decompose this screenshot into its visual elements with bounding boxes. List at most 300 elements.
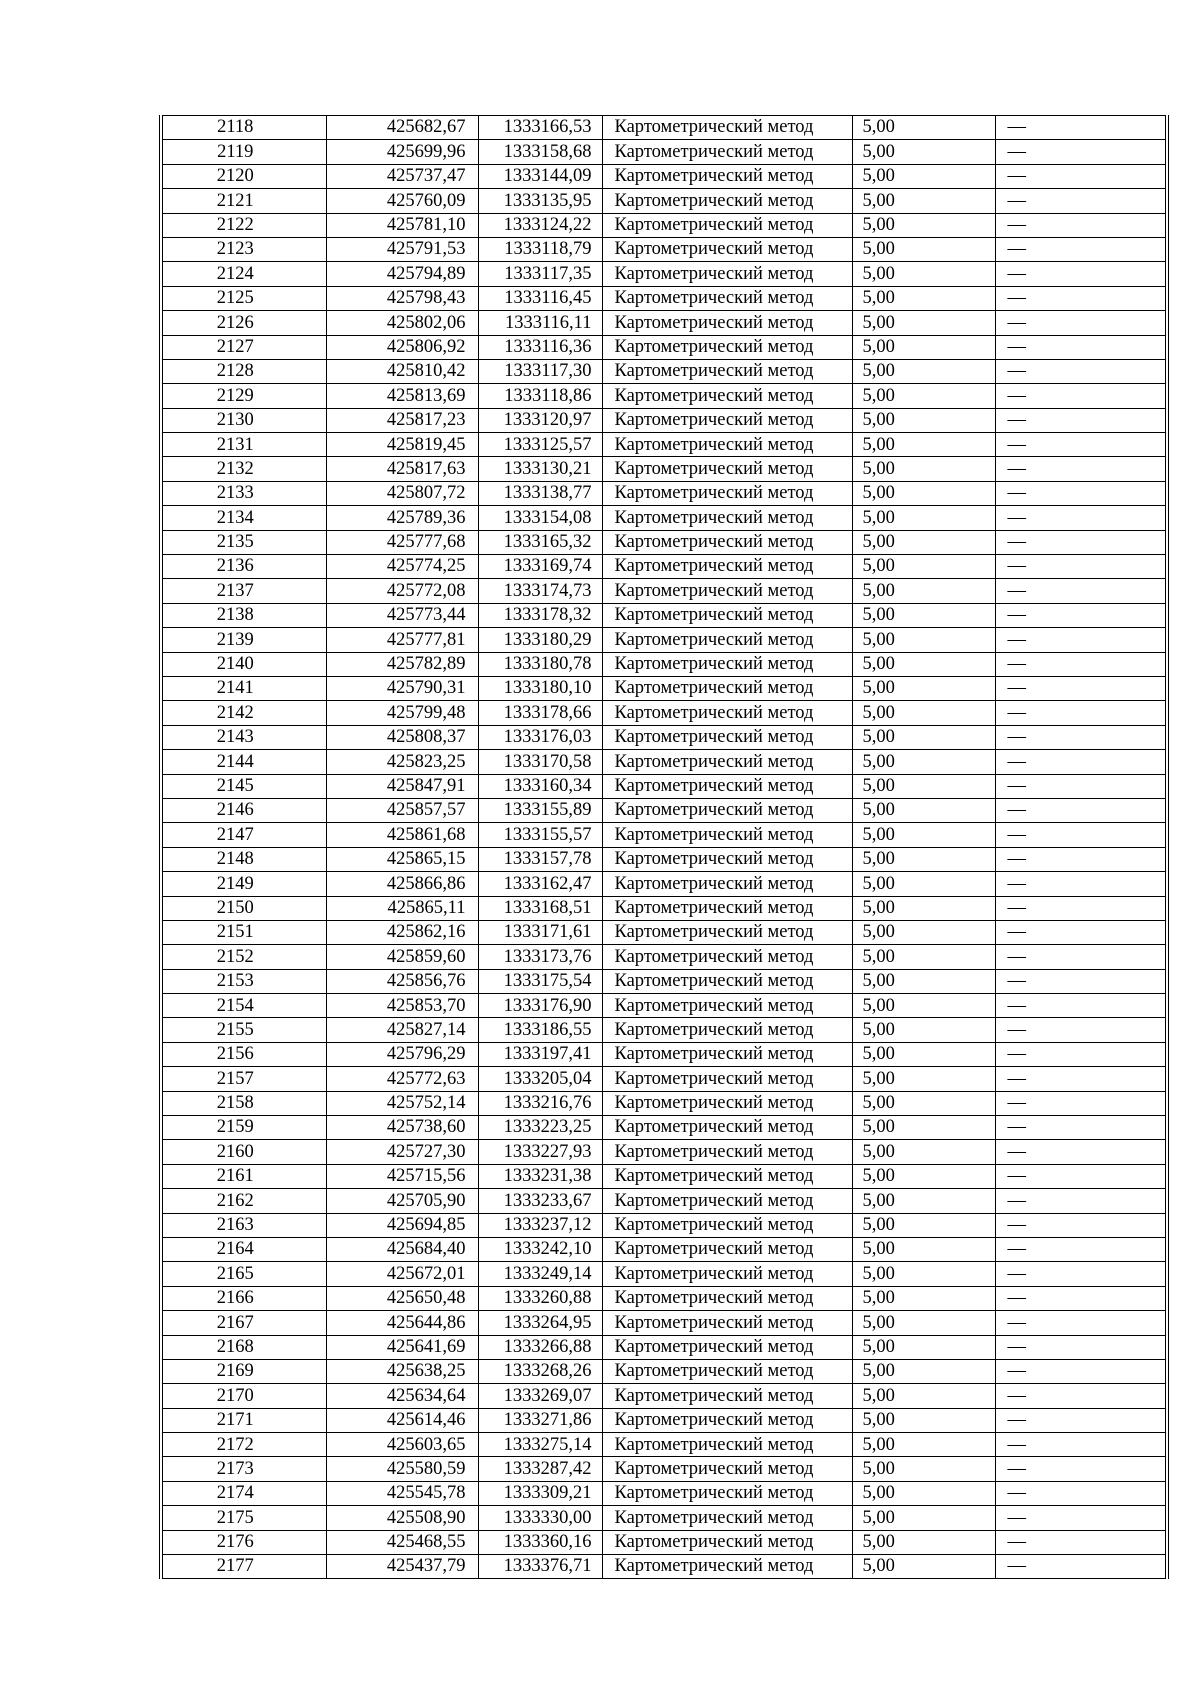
x-coordinate-cell: 425819,45 (326, 433, 478, 457)
table-row (161, 725, 1167, 749)
x-coordinate-cell: 425794,89 (326, 262, 478, 286)
accuracy-cell: 5,00 (852, 1164, 995, 1188)
accuracy-cell: 5,00 (852, 628, 995, 652)
table-row (161, 164, 1167, 188)
accuracy-cell: 5,00 (852, 701, 995, 725)
accuracy-cell: 5,00 (852, 945, 995, 969)
accuracy-cell: 5,00 (852, 1237, 995, 1261)
description-cell: — (995, 1262, 1167, 1286)
description-cell: — (995, 1506, 1167, 1530)
table-row (161, 1481, 1167, 1505)
method-cell: Картометрический метод (602, 1408, 852, 1432)
x-coordinate-cell: 425752,14 (326, 1091, 478, 1115)
x-coordinate-cell: 425777,68 (326, 530, 478, 554)
y-coordinate-cell: 1333309,21 (478, 1481, 602, 1505)
accuracy-cell: 5,00 (852, 676, 995, 700)
point-number-cell: 2122 (161, 213, 326, 237)
point-number-cell: 2131 (161, 433, 326, 457)
method-cell: Картометрический метод (602, 457, 852, 481)
table-row (161, 945, 1167, 969)
y-coordinate-cell: 1333249,14 (478, 1262, 602, 1286)
point-number-cell: 2161 (161, 1164, 326, 1188)
point-number-cell: 2128 (161, 359, 326, 383)
accuracy-cell: 5,00 (852, 1189, 995, 1213)
table-row (161, 1335, 1167, 1359)
accuracy-cell: 5,00 (852, 1335, 995, 1359)
point-number-cell: 2154 (161, 994, 326, 1018)
table-row (161, 1506, 1167, 1530)
x-coordinate-cell: 425796,29 (326, 1042, 478, 1066)
accuracy-cell: 5,00 (852, 725, 995, 749)
accuracy-cell: 5,00 (852, 1213, 995, 1237)
table-row (161, 1067, 1167, 1091)
y-coordinate-cell: 1333360,16 (478, 1530, 602, 1554)
accuracy-cell: 5,00 (852, 359, 995, 383)
method-cell: Картометрический метод (602, 433, 852, 457)
y-coordinate-cell: 1333117,35 (478, 262, 602, 286)
accuracy-cell: 5,00 (852, 1359, 995, 1383)
y-coordinate-cell: 1333130,21 (478, 457, 602, 481)
description-cell: — (995, 823, 1167, 847)
point-number-cell: 2120 (161, 164, 326, 188)
table-row (161, 969, 1167, 993)
point-number-cell: 2124 (161, 262, 326, 286)
accuracy-cell: 5,00 (852, 920, 995, 944)
point-number-cell: 2156 (161, 1042, 326, 1066)
accuracy-cell: 5,00 (852, 823, 995, 847)
point-number-cell: 2125 (161, 286, 326, 310)
x-coordinate-cell: 425634,64 (326, 1384, 478, 1408)
method-cell: Картометрический метод (602, 1237, 852, 1261)
accuracy-cell: 5,00 (852, 1018, 995, 1042)
description-cell: — (995, 1359, 1167, 1383)
x-coordinate-cell: 425798,43 (326, 286, 478, 310)
method-cell: Картометрический метод (602, 1042, 852, 1066)
table-row (161, 213, 1167, 237)
y-coordinate-cell: 1333155,57 (478, 823, 602, 847)
table-row (161, 628, 1167, 652)
y-coordinate-cell: 1333162,47 (478, 872, 602, 896)
method-cell: Картометрический метод (602, 798, 852, 822)
accuracy-cell: 5,00 (852, 506, 995, 530)
table-row (161, 1237, 1167, 1261)
y-coordinate-cell: 1333216,76 (478, 1091, 602, 1115)
table-row (161, 994, 1167, 1018)
table-row (161, 237, 1167, 261)
x-coordinate-cell: 425853,70 (326, 994, 478, 1018)
method-cell: Картометрический метод (602, 1433, 852, 1457)
accuracy-cell: 5,00 (852, 140, 995, 164)
x-coordinate-cell: 425817,63 (326, 457, 478, 481)
description-cell: — (995, 1555, 1167, 1579)
y-coordinate-cell: 1333116,11 (478, 311, 602, 335)
y-coordinate-cell: 1333180,78 (478, 652, 602, 676)
description-cell: — (995, 1481, 1167, 1505)
description-cell: — (995, 1237, 1167, 1261)
table-row (161, 750, 1167, 774)
method-cell: Картометрический метод (602, 628, 852, 652)
description-cell: — (995, 213, 1167, 237)
description-cell: — (995, 1116, 1167, 1140)
x-coordinate-cell: 425813,69 (326, 384, 478, 408)
accuracy-cell: 5,00 (852, 603, 995, 627)
description-cell: — (995, 798, 1167, 822)
point-number-cell: 2143 (161, 725, 326, 749)
accuracy-cell: 5,00 (852, 1042, 995, 1066)
table-row (161, 140, 1167, 164)
method-cell: Картометрический метод (602, 481, 852, 505)
table-row (161, 555, 1167, 579)
y-coordinate-cell: 1333125,57 (478, 433, 602, 457)
table-row (161, 481, 1167, 505)
table-row (161, 1530, 1167, 1554)
accuracy-cell: 5,00 (852, 1140, 995, 1164)
y-coordinate-cell: 1333186,55 (478, 1018, 602, 1042)
y-coordinate-cell: 1333166,53 (478, 116, 602, 140)
method-cell: Картометрический метод (602, 1311, 852, 1335)
method-cell: Картометрический метод (602, 603, 852, 627)
table-row (161, 1091, 1167, 1115)
y-coordinate-cell: 1333135,95 (478, 189, 602, 213)
description-cell: — (995, 701, 1167, 725)
method-cell: Картометрический метод (602, 262, 852, 286)
point-number-cell: 2160 (161, 1140, 326, 1164)
point-number-cell: 2159 (161, 1116, 326, 1140)
description-cell: — (995, 140, 1167, 164)
x-coordinate-cell: 425799,48 (326, 701, 478, 725)
table-row (161, 1555, 1167, 1579)
point-number-cell: 2155 (161, 1018, 326, 1042)
point-number-cell: 2136 (161, 555, 326, 579)
method-cell: Картометрический метод (602, 1555, 852, 1579)
table-row (161, 1164, 1167, 1188)
y-coordinate-cell: 1333197,41 (478, 1042, 602, 1066)
method-cell: Картометрический метод (602, 286, 852, 310)
y-coordinate-cell: 1333165,32 (478, 530, 602, 554)
table-row (161, 872, 1167, 896)
x-coordinate-cell: 425847,91 (326, 774, 478, 798)
point-number-cell: 2139 (161, 628, 326, 652)
method-cell: Картометрический метод (602, 1262, 852, 1286)
point-number-cell: 2176 (161, 1530, 326, 1554)
description-cell: — (995, 1457, 1167, 1481)
point-number-cell: 2151 (161, 920, 326, 944)
method-cell: Картометрический метод (602, 237, 852, 261)
y-coordinate-cell: 1333271,86 (478, 1408, 602, 1432)
accuracy-cell: 5,00 (852, 384, 995, 408)
description-cell: — (995, 164, 1167, 188)
x-coordinate-cell: 425694,85 (326, 1213, 478, 1237)
description-cell: — (995, 1335, 1167, 1359)
method-cell: Картометрический метод (602, 213, 852, 237)
method-cell: Картометрический метод (602, 1189, 852, 1213)
point-number-cell: 2152 (161, 945, 326, 969)
point-number-cell: 2137 (161, 579, 326, 603)
point-number-cell: 2119 (161, 140, 326, 164)
table-row (161, 335, 1167, 359)
method-cell: Картометрический метод (602, 555, 852, 579)
table-row (161, 1384, 1167, 1408)
point-number-cell: 2144 (161, 750, 326, 774)
description-cell: — (995, 750, 1167, 774)
description-cell: — (995, 530, 1167, 554)
y-coordinate-cell: 1333205,04 (478, 1067, 602, 1091)
point-number-cell: 2166 (161, 1286, 326, 1310)
point-number-cell: 2129 (161, 384, 326, 408)
description-cell: — (995, 1530, 1167, 1554)
accuracy-cell: 5,00 (852, 652, 995, 676)
accuracy-cell: 5,00 (852, 1555, 995, 1579)
x-coordinate-cell: 425760,09 (326, 189, 478, 213)
x-coordinate-cell: 425774,25 (326, 555, 478, 579)
y-coordinate-cell: 1333157,78 (478, 847, 602, 871)
description-cell: — (995, 994, 1167, 1018)
description-cell: — (995, 945, 1167, 969)
method-cell: Картометрический метод (602, 530, 852, 554)
method-cell: Картометрический метод (602, 408, 852, 432)
point-number-cell: 2142 (161, 701, 326, 725)
y-coordinate-cell: 1333158,68 (478, 140, 602, 164)
y-coordinate-cell: 1333124,22 (478, 213, 602, 237)
y-coordinate-cell: 1333178,66 (478, 701, 602, 725)
accuracy-cell: 5,00 (852, 1408, 995, 1432)
x-coordinate-cell: 425807,72 (326, 481, 478, 505)
accuracy-cell: 5,00 (852, 481, 995, 505)
method-cell: Картометрический метод (602, 725, 852, 749)
accuracy-cell: 5,00 (852, 896, 995, 920)
point-number-cell: 2169 (161, 1359, 326, 1383)
method-cell: Картометрический метод (602, 920, 852, 944)
y-coordinate-cell: 1333116,45 (478, 286, 602, 310)
description-cell: — (995, 920, 1167, 944)
accuracy-cell: 5,00 (852, 1433, 995, 1457)
accuracy-cell: 5,00 (852, 798, 995, 822)
y-coordinate-cell: 1333287,42 (478, 1457, 602, 1481)
point-number-cell: 2164 (161, 1237, 326, 1261)
point-number-cell: 2174 (161, 1481, 326, 1505)
method-cell: Картометрический метод (602, 676, 852, 700)
description-cell: — (995, 237, 1167, 261)
x-coordinate-cell: 425672,01 (326, 1262, 478, 1286)
point-number-cell: 2146 (161, 798, 326, 822)
method-cell: Картометрический метод (602, 1213, 852, 1237)
point-number-cell: 2157 (161, 1067, 326, 1091)
method-cell: Картометрический метод (602, 994, 852, 1018)
accuracy-cell: 5,00 (852, 774, 995, 798)
description-cell: — (995, 725, 1167, 749)
description-cell: — (995, 384, 1167, 408)
method-cell: Картометрический метод (602, 1384, 852, 1408)
accuracy-cell: 5,00 (852, 530, 995, 554)
method-cell: Картометрический метод (602, 1506, 852, 1530)
table-row (161, 1189, 1167, 1213)
x-coordinate-cell: 425437,79 (326, 1555, 478, 1579)
table-row (161, 286, 1167, 310)
description-cell: — (995, 311, 1167, 335)
x-coordinate-cell: 425806,92 (326, 335, 478, 359)
y-coordinate-cell: 1333144,09 (478, 164, 602, 188)
y-coordinate-cell: 1333330,00 (478, 1506, 602, 1530)
x-coordinate-cell: 425808,37 (326, 725, 478, 749)
y-coordinate-cell: 1333171,61 (478, 920, 602, 944)
table-row (161, 579, 1167, 603)
y-coordinate-cell: 1333223,25 (478, 1116, 602, 1140)
y-coordinate-cell: 1333268,26 (478, 1359, 602, 1383)
point-number-cell: 2162 (161, 1189, 326, 1213)
x-coordinate-cell: 425641,69 (326, 1335, 478, 1359)
description-cell: — (995, 652, 1167, 676)
accuracy-cell: 5,00 (852, 555, 995, 579)
description-cell: — (995, 1213, 1167, 1237)
point-number-cell: 2150 (161, 896, 326, 920)
y-coordinate-cell: 1333170,58 (478, 750, 602, 774)
x-coordinate-cell: 425682,67 (326, 116, 478, 140)
table-row (161, 1311, 1167, 1335)
point-number-cell: 2148 (161, 847, 326, 871)
accuracy-cell: 5,00 (852, 1091, 995, 1115)
x-coordinate-cell: 425738,60 (326, 1116, 478, 1140)
description-cell: — (995, 628, 1167, 652)
point-number-cell: 2118 (161, 116, 326, 140)
description-cell: — (995, 1189, 1167, 1213)
point-number-cell: 2145 (161, 774, 326, 798)
description-cell: — (995, 872, 1167, 896)
accuracy-cell: 5,00 (852, 335, 995, 359)
y-coordinate-cell: 1333118,79 (478, 237, 602, 261)
y-coordinate-cell: 1333176,03 (478, 725, 602, 749)
x-coordinate-cell: 425772,08 (326, 579, 478, 603)
method-cell: Картометрический метод (602, 140, 852, 164)
description-cell: — (995, 506, 1167, 530)
x-coordinate-cell: 425508,90 (326, 1506, 478, 1530)
description-cell: — (995, 1433, 1167, 1457)
point-number-cell: 2173 (161, 1457, 326, 1481)
point-number-cell: 2175 (161, 1506, 326, 1530)
point-number-cell: 2147 (161, 823, 326, 847)
point-number-cell: 2123 (161, 237, 326, 261)
description-cell: — (995, 1408, 1167, 1432)
table-row (161, 530, 1167, 554)
x-coordinate-cell: 425810,42 (326, 359, 478, 383)
x-coordinate-cell: 425782,89 (326, 652, 478, 676)
point-number-cell: 2141 (161, 676, 326, 700)
table-row (161, 1457, 1167, 1481)
coordinates-table (159, 115, 1169, 1579)
y-coordinate-cell: 1333176,90 (478, 994, 602, 1018)
method-cell: Картометрический метод (602, 1286, 852, 1310)
point-number-cell: 2171 (161, 1408, 326, 1432)
method-cell: Картометрический метод (602, 823, 852, 847)
x-coordinate-cell: 425866,86 (326, 872, 478, 896)
point-number-cell: 2121 (161, 189, 326, 213)
accuracy-cell: 5,00 (852, 969, 995, 993)
accuracy-cell: 5,00 (852, 847, 995, 871)
accuracy-cell: 5,00 (852, 872, 995, 896)
table-row (161, 1116, 1167, 1140)
accuracy-cell: 5,00 (852, 1481, 995, 1505)
x-coordinate-cell: 425614,46 (326, 1408, 478, 1432)
accuracy-cell: 5,00 (852, 1384, 995, 1408)
x-coordinate-cell: 425802,06 (326, 311, 478, 335)
method-cell: Картометрический метод (602, 506, 852, 530)
table-row (161, 384, 1167, 408)
accuracy-cell: 5,00 (852, 213, 995, 237)
table-row (161, 1042, 1167, 1066)
y-coordinate-cell: 1333154,08 (478, 506, 602, 530)
point-number-cell: 2163 (161, 1213, 326, 1237)
table-row (161, 189, 1167, 213)
accuracy-cell: 5,00 (852, 189, 995, 213)
table-row (161, 1018, 1167, 1042)
x-coordinate-cell: 425781,10 (326, 213, 478, 237)
description-cell: — (995, 116, 1167, 140)
point-number-cell: 2135 (161, 530, 326, 554)
y-coordinate-cell: 1333264,95 (478, 1311, 602, 1335)
table-row (161, 1359, 1167, 1383)
x-coordinate-cell: 425684,40 (326, 1237, 478, 1261)
accuracy-cell: 5,00 (852, 994, 995, 1018)
accuracy-cell: 5,00 (852, 408, 995, 432)
point-number-cell: 2126 (161, 311, 326, 335)
method-cell: Картометрический метод (602, 1530, 852, 1554)
description-cell: — (995, 579, 1167, 603)
point-number-cell: 2149 (161, 872, 326, 896)
point-number-cell: 2127 (161, 335, 326, 359)
table-row (161, 1140, 1167, 1164)
y-coordinate-cell: 1333260,88 (478, 1286, 602, 1310)
x-coordinate-cell: 425777,81 (326, 628, 478, 652)
description-cell: — (995, 262, 1167, 286)
x-coordinate-cell: 425737,47 (326, 164, 478, 188)
x-coordinate-cell: 425580,59 (326, 1457, 478, 1481)
method-cell: Картометрический метод (602, 1116, 852, 1140)
accuracy-cell: 5,00 (852, 164, 995, 188)
description-cell: — (995, 1384, 1167, 1408)
accuracy-cell: 5,00 (852, 1262, 995, 1286)
point-number-cell: 2177 (161, 1555, 326, 1579)
accuracy-cell: 5,00 (852, 750, 995, 774)
point-number-cell: 2140 (161, 652, 326, 676)
point-number-cell: 2172 (161, 1433, 326, 1457)
description-cell: — (995, 603, 1167, 627)
table-row (161, 774, 1167, 798)
method-cell: Картометрический метод (602, 701, 852, 725)
accuracy-cell: 5,00 (852, 1286, 995, 1310)
accuracy-cell: 5,00 (852, 286, 995, 310)
y-coordinate-cell: 1333116,36 (478, 335, 602, 359)
y-coordinate-cell: 1333174,73 (478, 579, 602, 603)
accuracy-cell: 5,00 (852, 1506, 995, 1530)
description-cell: — (995, 1042, 1167, 1066)
accuracy-cell: 5,00 (852, 1067, 995, 1091)
description-cell: — (995, 1286, 1167, 1310)
accuracy-cell: 5,00 (852, 262, 995, 286)
table-row (161, 1262, 1167, 1286)
x-coordinate-cell: 425817,23 (326, 408, 478, 432)
point-number-cell: 2165 (161, 1262, 326, 1286)
description-cell: — (995, 1067, 1167, 1091)
y-coordinate-cell: 1333175,54 (478, 969, 602, 993)
description-cell: — (995, 1311, 1167, 1335)
accuracy-cell: 5,00 (852, 116, 995, 140)
y-coordinate-cell: 1333120,97 (478, 408, 602, 432)
method-cell: Картометрический метод (602, 164, 852, 188)
y-coordinate-cell: 1333275,14 (478, 1433, 602, 1457)
x-coordinate-cell: 425857,57 (326, 798, 478, 822)
accuracy-cell: 5,00 (852, 1311, 995, 1335)
table-row (161, 701, 1167, 725)
method-cell: Картометрический метод (602, 189, 852, 213)
